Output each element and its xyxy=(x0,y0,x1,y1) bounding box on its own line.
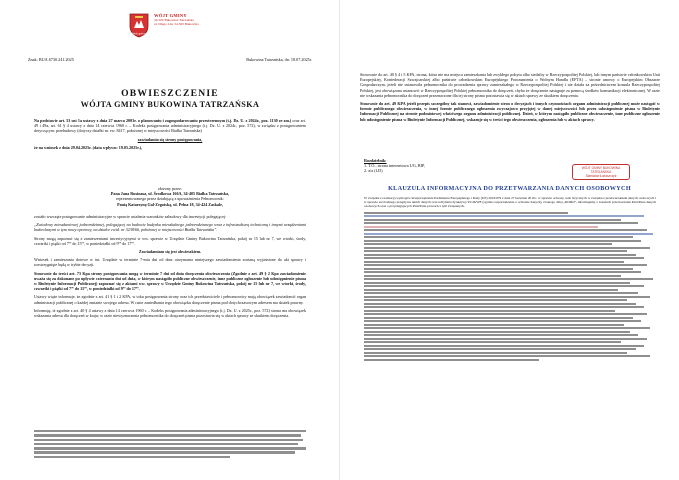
applicant-label: złożony przez: xyxy=(158,186,182,191)
investment-description: „Zwiodowy mieszkaniowej jednorodzinnej, polegającej na budowie budynku mieszkalnego jednorodzinnego wraz z infrastrukturą techniczną i innymi urządzeniami budowlanymi w tym nowy oporowy, na działce ewid. nr 3238/66, położonej w miejscowości Białka Tatrzańska”. xyxy=(34,222,306,233)
letterhead-street: ul. Długa 144, 34-500 Bukowina xyxy=(154,22,199,27)
distribution-item-1: 1. T.O., strona internetowa UG, BIP, xyxy=(364,163,425,169)
page-left-continuation xyxy=(34,430,306,458)
legal-basis-cont: oraz art. 49 i 49a, art. 61 § 4 ustawy z dnia 14 czerwca 1960 r. – Kodeks postępowania administracyjnego (t.j. Dz. U. z 2024r., poz. 572), w związku z postępowaniem dotyczącym: przebudowy (dotyczy działki nr. ew. 8417, położonej w miejscowości Białka Tatrzańska) xyxy=(34,118,306,134)
notice-line: że na wniosek z dnia 29.04.2025r. (data wpływu: 19.05.2025r.), xyxy=(34,144,143,150)
reference-number: Znak: BUA.6730.241.2025 xyxy=(28,57,74,62)
stamp-signature: Stanisław Łukaszczyk xyxy=(585,174,617,178)
right-para-b: Stosownie do art. 49 KPA jeżeli przepis szczególny tak stanowi, zawiadomienie stron o decyzjach i innych czynnościach organu administracji publicznej może nastąpić w formie publicznego obwieszczenia, w innej formie publicznego ogłoszenia zwyczajowo przyjętej w danej miejscowości lub przez udostępnienie pisma w Biuletynie Informacji Publicznej na stronie podmiotowej właściwego organu administracji publicznej. Dzień, w którym nastąpiło publiczne obwieszczenie, inne publiczne ogłoszenie lub udostępnienie pisma w Biuletynie Informacji Publicznej, wskazuje się w treści tego obwieszczenia, ogłoszenia lub w aktach sprawy. xyxy=(360,101,660,122)
distribution-heading: Rozdzielnik: xyxy=(364,158,387,163)
document-subtitle: WÓJTA GMINY BUKOWINA TATRZAŃSKA xyxy=(80,100,260,109)
clause-body xyxy=(364,196,656,361)
applicant-primary: Pana Jana Rusinasa, ul. Środkowa 166A, 34-405 Białka Tatrzańska, xyxy=(110,191,230,197)
notice-heading: zawiadamia się strony postępowania, xyxy=(137,136,203,142)
document-title: OBWIESZCZENIE xyxy=(121,88,219,99)
applicant-role: reprezentowanego przez działającą z upoważnienia Pełnomocnik: xyxy=(116,196,224,202)
place-and-date: Bukowina Tatrzańska, dn. 18.07.2025r. xyxy=(246,57,312,62)
para-4-b: Informuję, iż zgodnie z art. 40 § 4 ustawy z dnia 14 czerwca 1960 r. – Kodeks postępowania administracyjnego (t.j. Dz. U. z 2025r., poz. 572) strona ma obowiązek wskazania adresu dla doręczeń w kraju; w razie niewyznaczenia pełnomocnika do doręczeń pisma pozostawia się w aktach sprawy ze skutkiem doręczenia. xyxy=(34,307,306,319)
emblem-label: Herb gminy xyxy=(132,32,146,36)
clause-intro: W związku z realizacją wymogów Rozporządzenia Parlamentu Europejskiego i Rady (UE) 2016/679 z dnia 27 kwietnia 2016 r. w sprawie ochrony osób fizycznych w związku z przetwarzaniem danych osobowych i w sprawie swobodnego przepływu takich danych oraz uchylenia dyrektywy 95/46/WE (ogólne rozporządzenie o ochronie danych), zwanego dalej „RODO”, informujemy o zasadach przetwarzania Pani/Pana danych osobowych oraz o przysługujących Pani/Panu prawach z tym związanych. xyxy=(364,196,656,209)
para-1: Strony mogą zapoznać się z zamierzeniami inwestycyjnymi w ww. sprawie w Urzędzie Gminy Bukowina Tatrzańska, pokój nr 15 lub nr 7, we wtorki, środy, czwartki i piątki od 7ºº do 15ºº, w poniedziałki od 9ºº do 17ºº. xyxy=(34,235,306,246)
para-1-sub: Zawiadamiam się jest obwieszkiem. xyxy=(138,249,202,255)
continuation-lines xyxy=(34,430,306,458)
document-page-right xyxy=(340,0,679,480)
legal-basis-lead: Na podstawie art. 53 ust 1a ustawy z dnia 27 marca 2003r. o planowaniu i zagospodarowaniu przestrzennym (t.j. Dz. U. z 2024r., poz. 1130 ze zm.) xyxy=(34,118,292,123)
signature-stamp xyxy=(572,164,630,180)
stamp-title: WÓJT GMINY BUKOWINA TATRZAŃSKA xyxy=(581,166,621,174)
applicant-block xyxy=(34,186,306,207)
document-meta xyxy=(28,57,312,62)
distribution-list xyxy=(364,158,425,174)
letterhead-office: WÓJT GMINY xyxy=(154,13,187,18)
letterhead xyxy=(128,12,228,40)
procedure-block xyxy=(34,214,306,321)
clause-lines xyxy=(364,212,656,361)
clause-title: KLAUZULA INFORMACYJNA DO PRZETWARZANIA DANYCH OSOBOWYCH xyxy=(388,185,631,192)
right-para-a: Stosownie do art. 40 § 4 i 5 KPA, strona, która nie ma miejsca zamieszkania lub zwykłego pobytu albo siedziby w Rzeczypospolitej Polskiej, lub innym państwie członkowskim Unii Europejskiej, Konfederacji Szwajcarskiej albo państwie członkowskim Europejskiego Porozumienia o Wolnym Handlu (EFTA) – stronie umowy o Europejskim Obszarze Gospodarczym, jeżeli nie ustanowiła pełnomocnika do prowadzenia sprawy zamieszkałego w Rzeczypospolitej Polskiej i nie działa za pośrednictwem konsula Rzeczypospolitej Polskiej, jest obowiązana ustanowić w Rzeczypospolitej Polskiej pełnomocnika do doręczeń, chyba że doręczenie następuje za pomocą środków komunikacji elektronicznej. W razie nie wskazania pełnomocnika do doręczeń przeznaczone dla tej strony pisma pozostawia się w aktach sprawy ze skutkiem doręczenia. xyxy=(360,72,660,98)
right-legal-paragraphs xyxy=(360,72,660,125)
para-2: Wniosek i zamieszania dotowe w tut. Urzędzie w terminie 7-miu dni od dnia otrzymania niniejszego zawiadomienia zostaną wyjaśnione do akt sprawy i rozstrzygnięte będą w trybie decyzji. xyxy=(34,257,306,268)
applicant-proxy: Panią Katarzynę Gal-Zegotską, ul. Pelna 18, 34-424 Zaskale, xyxy=(117,201,223,207)
legal-basis xyxy=(34,118,306,153)
para-3: Stosownie do treści art. 73 Kpa strony postępowania mogą w terminie 7 dni od dnia doręczenia obwieszczenia (Zgodnie z art. 49 § 2 Kpa zawiadomienie uważa się za dokonane po upływie czternastu dni od dnia, w którym nastąpiło publiczne obwieszczenie, inne publiczne ogłoszenie lub udostępnienie pisma w Biuletynie Informacji Publicznej) zapoznać się z aktami ww. sprawy w Urzędzie Gminy Bukowina Tatrzańska, pokój nr 15 lub nr 7, we wtorki, środy, czwartki i piątki od 7ºº do 15ºº, w poniedziałki od 9ºº do 17ºº. xyxy=(34,270,306,292)
coat-of-arms-emblem xyxy=(128,12,150,38)
para-4: Ustawy wiąże informuje, że zgodnie z art. 41 § 1 i 2 KPA, w toku postępowania strony oraz ich przedstawiciele i pełnomocnicy mają obowiązek zawiadomić organ administracji publicznej o każdej zmianie swojego adresu. W razie zaniedbania tego obowiązku doręczenie pisma pod dotychczasowym adresem ma skutek prawny. xyxy=(34,294,306,305)
letterhead-address: 34-500 Bukowina Tatrzańska xyxy=(154,18,194,23)
distribution-item-2: 2. a/a (LD) xyxy=(364,168,383,174)
procedure-line: zostało wszczęte postępowanie administracyjne w sprawie ustalenia warunków zabudowy dla inwestycji polegającej: xyxy=(34,214,227,219)
